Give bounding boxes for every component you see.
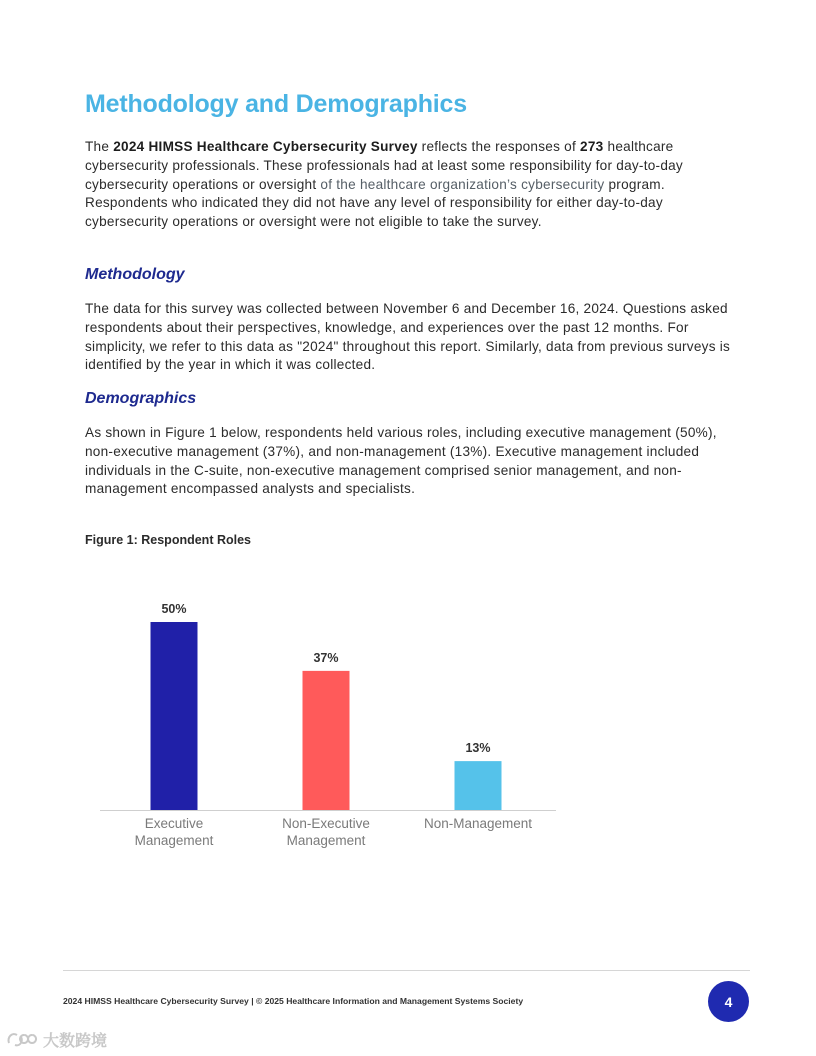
intro-text-2: reflects the responses of: [417, 139, 581, 154]
intro-text-3: healthcare cybersecurity professionals. These professionals had at least some responsibility for day-to-day cybersecurity operations or oversight: [85, 139, 683, 192]
category-label-2-line-2: Management: [286, 833, 366, 848]
bar-value-label-3: 13%: [465, 741, 491, 756]
bar-value-label-1: 50%: [161, 602, 187, 616]
figure-caption: Figure 1: Respondent Roles: [85, 533, 251, 547]
category-label-1-line-2: Management: [134, 833, 214, 848]
intro-paragraph: [85, 138, 733, 232]
intro-text-5: program. Respondents who indicated they did not have any level of responsibility for either day-to-day cybersecurity operations or oversight were not eligible to take the survey.: [85, 176, 665, 230]
survey-name: 2024 HIMSS Healthcare Cybersecurity Survey: [113, 139, 418, 154]
category-label-2-line-1: Non-Executive: [282, 816, 370, 831]
watermark-text: 大数跨境: [43, 1032, 108, 1050]
respondent-roles-chart: [95, 585, 565, 860]
methodology-paragraph: The data for this survey was collected between November 6 and December 16, 2024. Questions asked respondents about their perspectives, knowledge, and experiences over the past 12 months. For simplicity, we refer to this data as "2024" throughout this report. Similarly, data from previous surveys is identified by the year in which it was collected.: [85, 301, 731, 373]
page-number-badge: 4: [708, 981, 749, 1022]
respondent-count: 273: [580, 139, 604, 154]
category-label-3-line-1: Non-Management: [423, 816, 533, 831]
footer-text: 2024 HIMSS Healthcare Cybersecurity Survey | © 2025 Healthcare Information and Management Systems Society: [63, 996, 524, 1006]
demographics-paragraph: As shown in Figure 1 below, respondents held various roles, including executive management (50%), non-executive management (37%), and non-management (13%). Executive management included individuals in the C-suite, non-executive management comprised senior management, and non-management encompassed analysts and specialists.: [85, 425, 717, 497]
bar-3: [455, 761, 502, 810]
intro-text-1: The: [85, 139, 114, 154]
bar-value-label-2: 37%: [313, 650, 339, 665]
bar-2: [303, 671, 350, 810]
page-title: Methodology and Demographics: [85, 90, 467, 118]
watermark-logo-icon: [6, 1029, 40, 1049]
demographics-heading: Demographics: [85, 390, 197, 407]
category-label-1-line-1: Executive: [144, 816, 204, 831]
watermark: [6, 1028, 107, 1050]
footer-divider: [63, 970, 750, 971]
intro-text-4: of the healthcare organization’s cybersecurity: [320, 176, 605, 192]
bar-1: [151, 622, 198, 810]
methodology-heading: Methodology: [85, 266, 185, 283]
